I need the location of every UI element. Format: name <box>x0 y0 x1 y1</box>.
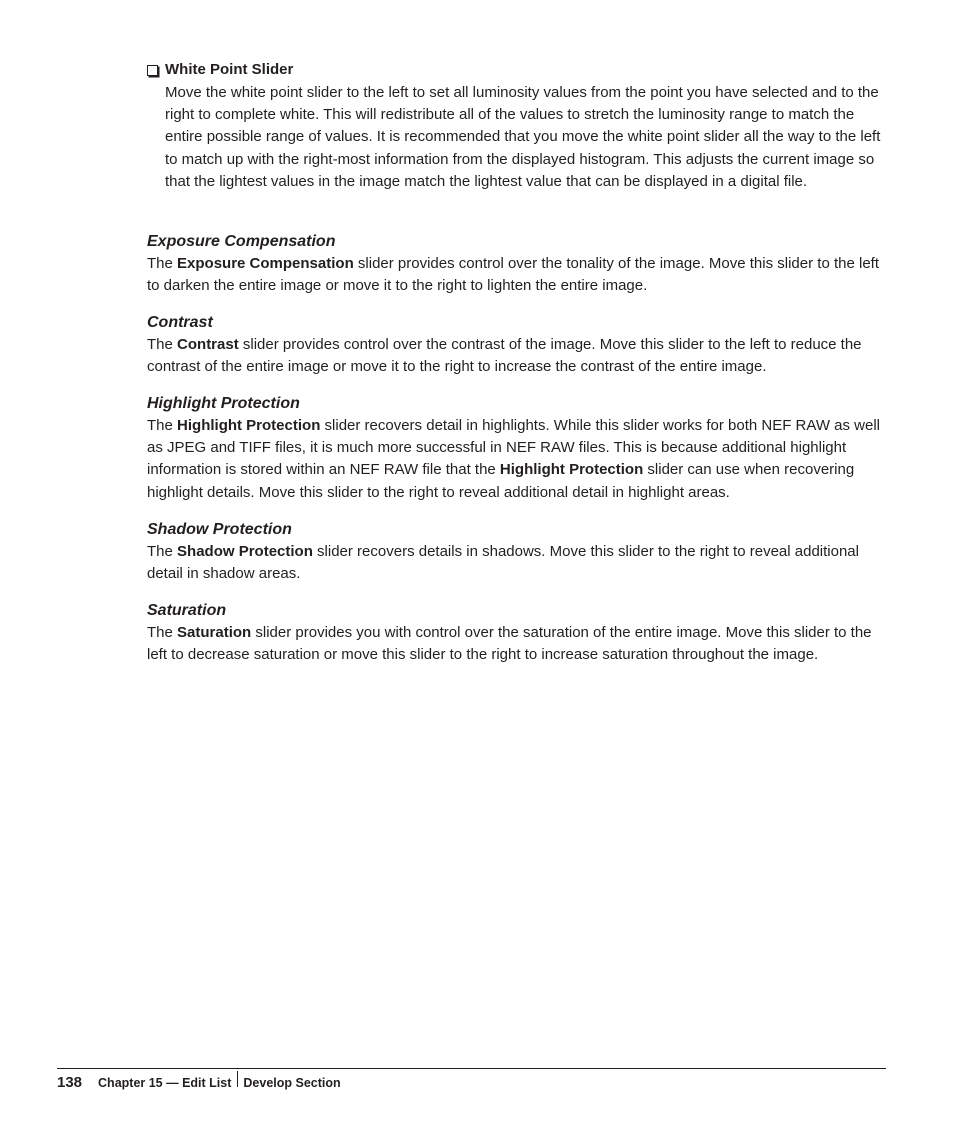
highlight-heading: Highlight Protection <box>147 395 300 412</box>
highlight-paragraph: The Highlight Protection slider recovers detail in highlights. While this slider works for both NEF RAW as well as JPEG and TIFF files, it is much more successful in NEF RAW files. This is because additional highlight information is stored within an NEF RAW file that the Highlight Protection slider can use when recovering highlight details. Move this slider to the right to reveal additional detail in highlight areas. <box>147 417 880 501</box>
exposure-section <box>147 231 892 297</box>
highlight-term-2: Highlight Protection <box>499 461 644 479</box>
white-point-heading <box>147 60 293 80</box>
exposure-term: Exposure Compensation <box>177 255 354 272</box>
saturation-heading: Saturation <box>147 602 227 619</box>
shadow-heading: Shadow Protection <box>147 521 292 538</box>
highlight-term: Highlight Protection <box>177 417 321 434</box>
page-footer <box>57 1071 341 1091</box>
contrast-section <box>147 312 892 378</box>
shadow-term: Shadow Protection <box>177 543 313 560</box>
footer-separator <box>237 1071 238 1087</box>
shadow-paragraph: The Shadow Protection slider recovers details in shadows. Move this slider to the right to reveal additional detail in shadow areas. <box>147 543 859 583</box>
saturation-term: Saturation <box>177 624 252 641</box>
footer-chapter: Chapter 15 — Edit List <box>98 1076 232 1090</box>
saturation-section <box>147 600 892 666</box>
white-point-body: Move the white point slider to the left to set all luminosity values from the point you have selected and to the right to complete white. This will redistribute all of the values to stretch the luminosity range to match the entire possible range of values. It is recommended that you move the white point slider all the way to the left to match up with the right-most information from the displayed histogram. This adjusts the current image so that the lightest values in the image match the lightest value that can be displayed in a digital file. <box>165 84 881 190</box>
shadow-section <box>147 519 892 585</box>
contrast-paragraph: The Contrast slider provides control over the contrast of the image. Move this slider to the left to reduce the contrast of the entire image or move it to the right to increase the contrast of the entire image. <box>147 336 862 376</box>
highlight-section <box>147 393 892 504</box>
checkbox-bullet-icon <box>147 65 158 76</box>
contrast-term: Contrast <box>177 336 239 353</box>
footer-section: Develop Section <box>243 1076 341 1090</box>
exposure-heading: Exposure Compensation <box>147 233 336 250</box>
white-point-heading-text: White Point Slider <box>165 61 294 78</box>
page-number: 138 <box>57 1074 83 1091</box>
footer-rule <box>57 1068 886 1069</box>
exposure-paragraph: The Exposure Compensation slider provides control over the tonality of the image. Move this slider to the left to darken the entire image or move it to the right to lighten the entire image. <box>147 255 879 295</box>
contrast-heading: Contrast <box>147 314 213 331</box>
saturation-paragraph: The Saturation slider provides you with control over the saturation of the entire image. Move this slider to the left to decrease saturation or move this slider to the right to increase saturation throughout the image. <box>147 624 872 664</box>
